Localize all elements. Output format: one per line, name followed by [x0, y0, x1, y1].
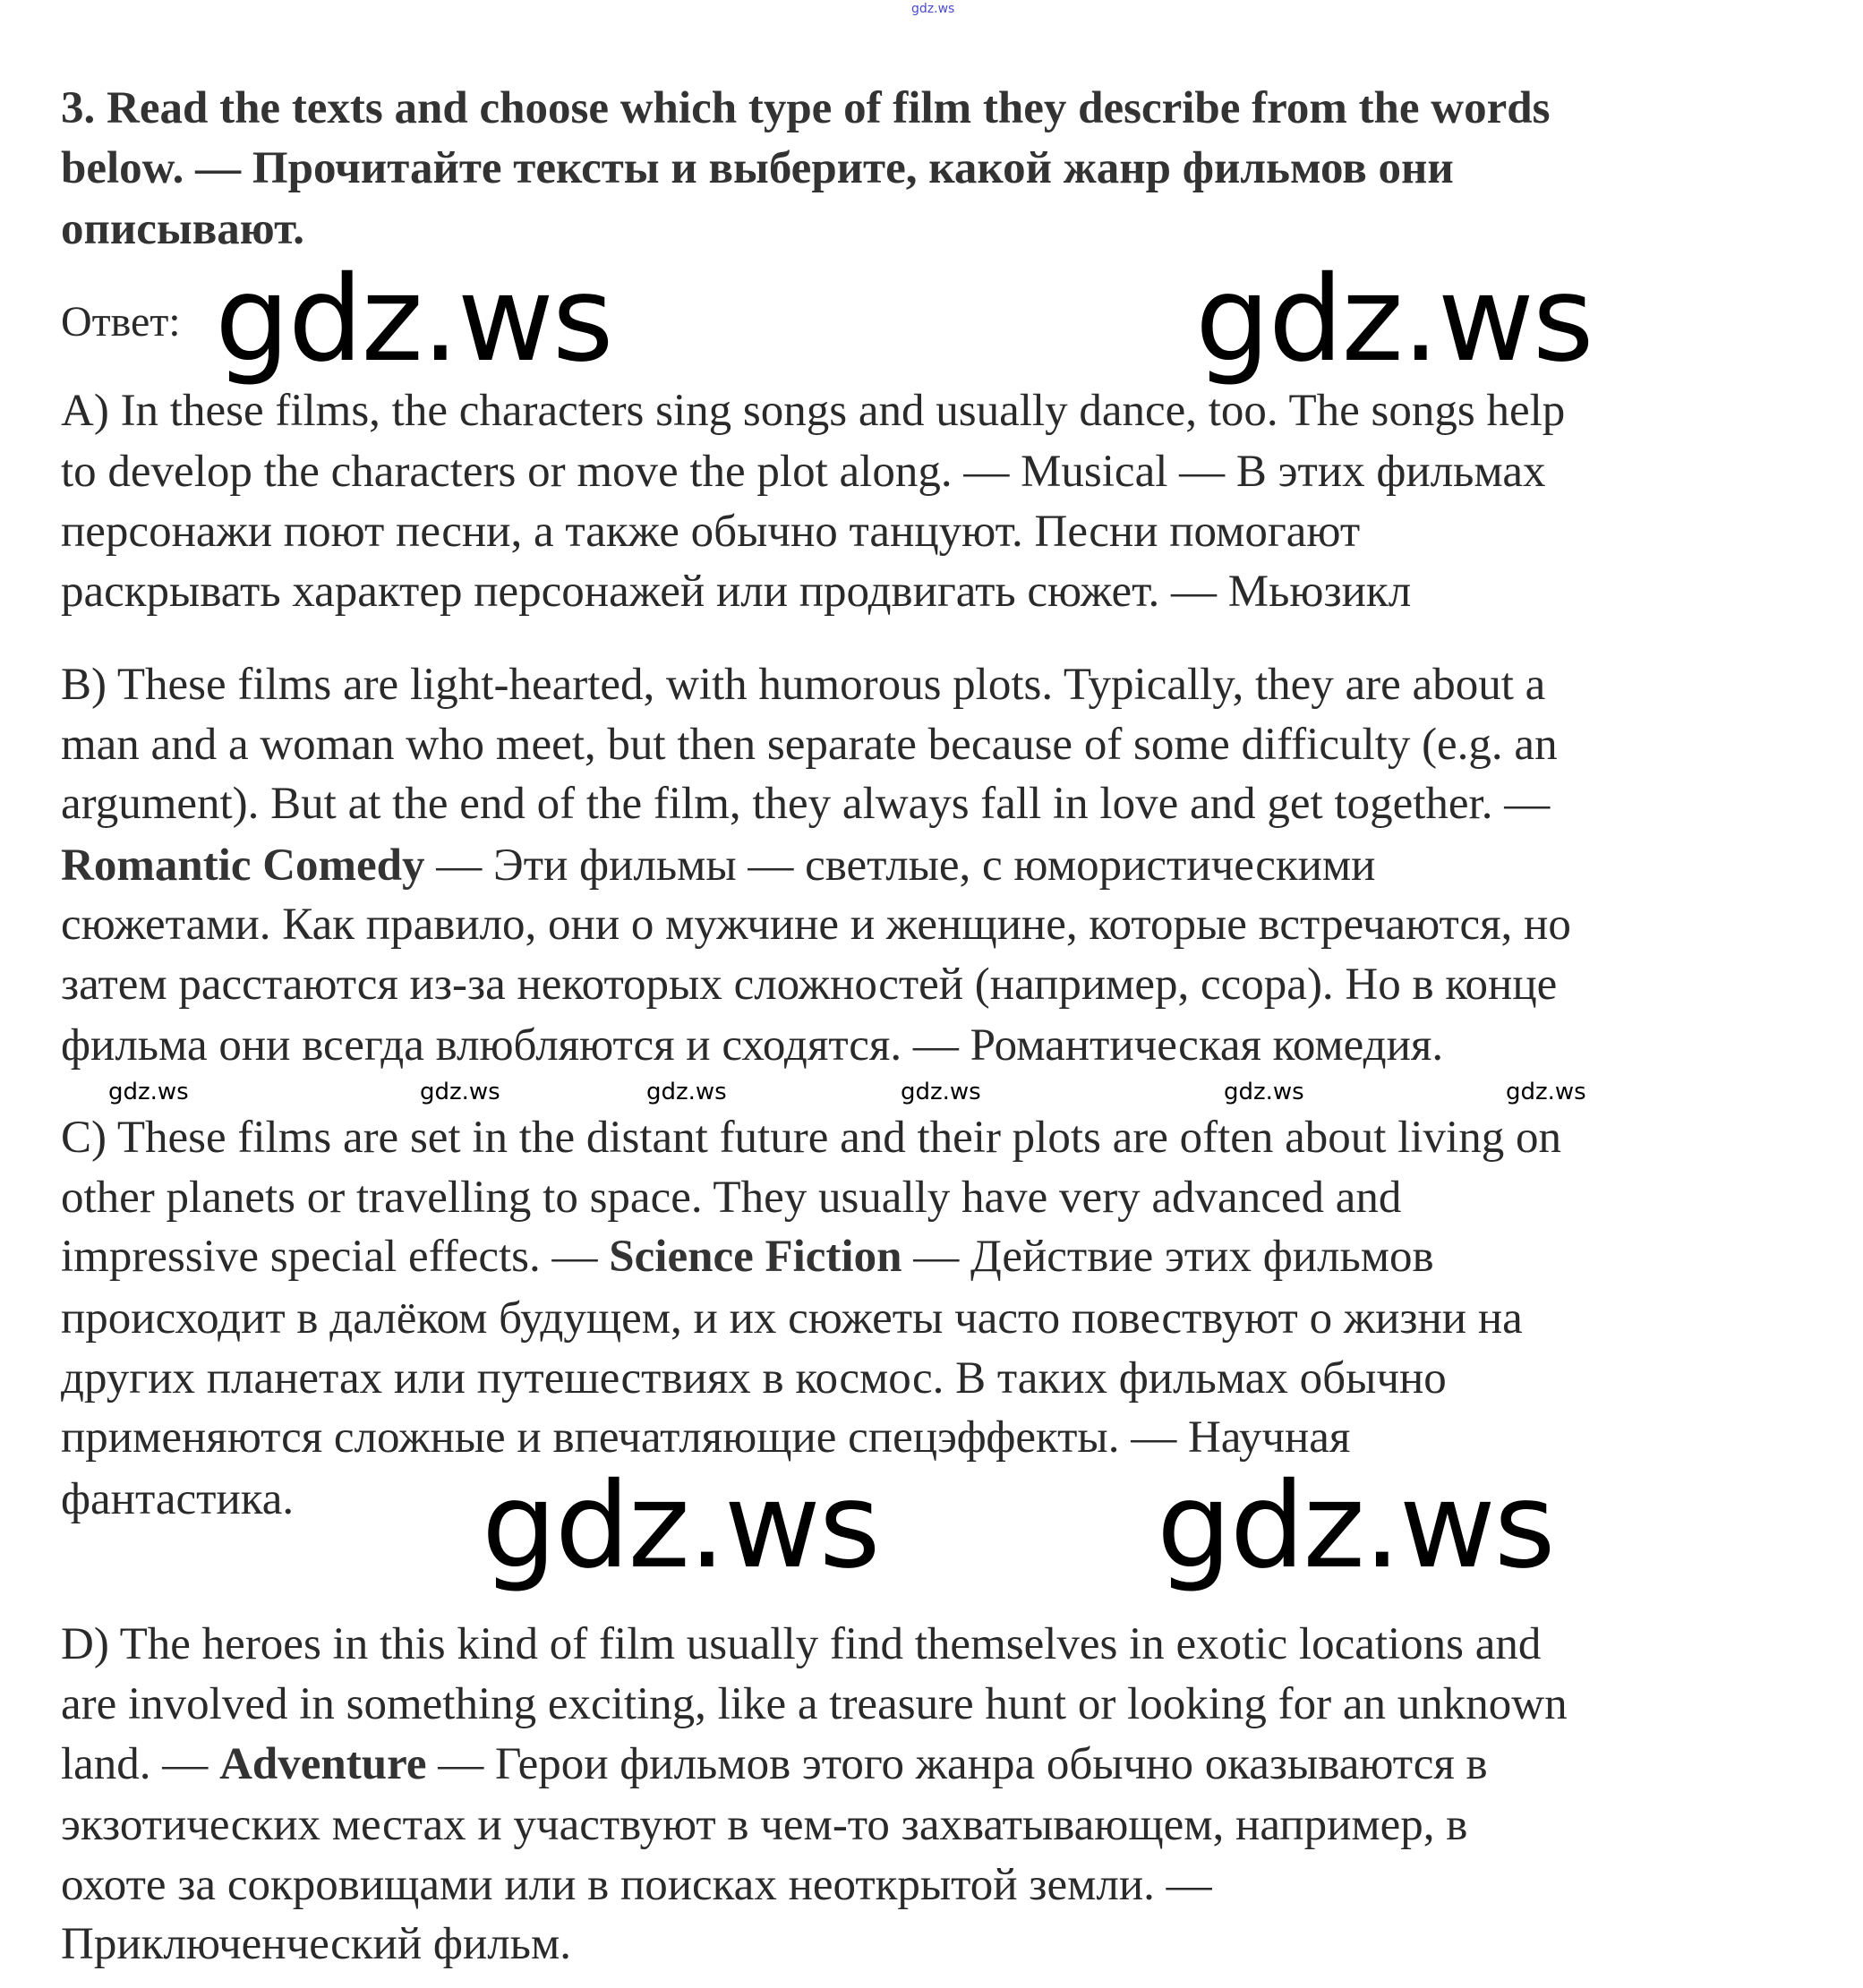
paragraph-a-line — [61, 384, 1565, 438]
watermark-top: gdz.ws — [911, 2, 955, 16]
line-text: argument). But at the end of the film, they always fall in love and get together. — — [61, 779, 1551, 829]
paragraph-a-line — [61, 565, 1411, 619]
paragraph-b-line — [61, 898, 1571, 951]
paragraph-b-line — [61, 839, 1375, 892]
heading-line: описывают. — [61, 204, 305, 254]
paragraph-a-line — [61, 445, 1545, 499]
line-text: охоте за сокровищами или в поисках неоткрытой земли. — — [61, 1860, 1212, 1910]
paragraph-c-line — [61, 1111, 1561, 1165]
line-text: персонажи поют песни, а также обычно танцуют. Песни помогают — [61, 507, 1361, 557]
paragraph-c-line — [61, 1472, 294, 1526]
watermark-small: gdz.ws — [1224, 1079, 1304, 1105]
watermark-small: gdz.ws — [420, 1079, 500, 1105]
film-genre-answer: Romantic Comedy — [61, 840, 425, 891]
paragraph-c-line — [61, 1292, 1523, 1345]
watermark-large: gdz.ws — [1195, 251, 1593, 388]
watermark-large: gdz.ws — [215, 251, 612, 388]
line-text: применяются сложные и впечатляющие спецэффекты. — Научная — [61, 1412, 1351, 1463]
paragraph-c-line — [61, 1411, 1350, 1464]
paragraph-b-line — [61, 958, 1557, 1011]
line-text: — Эти фильмы — светлые, с юмористическими — [424, 840, 1376, 891]
line-text: Приключенческий фильм. — [61, 1919, 571, 1969]
line-text: фильма они всегда влюбляются и сходятся. — Романтическая комедия. — [61, 1020, 1444, 1071]
paragraph-b-line — [61, 777, 1550, 831]
watermark-small: gdz.ws — [901, 1079, 981, 1105]
line-text: фантастика. — [61, 1474, 295, 1524]
paragraph-b-line — [61, 658, 1545, 712]
line-text: других планетах или путешествиях в космос. В таких фильмах обычно — [61, 1353, 1447, 1404]
paragraph-c-line — [61, 1352, 1447, 1405]
film-genre-answer: Science Fiction — [609, 1232, 902, 1282]
line-text: other planets or travelling to space. They usually have very advanced and — [61, 1173, 1402, 1223]
paragraph-d-line — [61, 1677, 1568, 1731]
watermark-large: gdz.ws — [482, 1457, 879, 1595]
line-text: A) In these films, the characters sing songs and usually dance, too. The songs help — [61, 386, 1566, 436]
paragraph-d-line — [61, 1798, 1467, 1852]
line-text: происходит в далёком будущем, и их сюжеты часто повествуют о жизни на — [61, 1293, 1523, 1344]
line-text: D) The heroes in this kind of film usually find themselves in exotic locations and — [61, 1619, 1542, 1669]
line-text: to develop the characters or move the plot along. — Musical — В этих фильмах — [61, 447, 1546, 497]
paragraph-a-line — [61, 505, 1360, 559]
paragraph-d-line — [61, 1858, 1212, 1912]
heading-line: below. — Прочитайте тексты и выберите, какой жанр фильмов они — [61, 143, 1454, 193]
line-text: are involved in something exciting, like a treasure hunt or looking for an unknown — [61, 1679, 1568, 1729]
paragraph-d-line — [61, 1917, 571, 1971]
watermark-small: gdz.ws — [108, 1079, 189, 1105]
heading-line: 3. Read the texts and choose which type of film they describe from the words — [61, 83, 1551, 133]
line-text: раскрывать характер персонажей или продвигать сюжет. — Мьюзикл — [61, 567, 1412, 617]
paragraph-d-line — [61, 1737, 1488, 1791]
line-text: затем расстаются из-за некоторых сложностей (например, ссора). Но в конце — [61, 960, 1558, 1010]
line-text: B) These films are light-hearted, with humorous plots. Typically, they are about a — [61, 660, 1546, 710]
line-text: man and a woman who meet, but then separate because of some difficulty (e.g. an — [61, 720, 1558, 770]
answer-label: Ответ: — [61, 298, 181, 346]
paragraph-c-line — [61, 1230, 1434, 1284]
line-text: сюжетами. Как правило, они о мужчине и женщине, которые встречаются, но — [61, 900, 1571, 950]
watermark-small: gdz.ws — [646, 1079, 727, 1105]
line-text: экзотических местах и участвуют в чем-то захватывающем, например, в — [61, 1800, 1468, 1850]
line-text: impressive special effects. — — [61, 1232, 610, 1282]
line-text: C) These films are set in the distant future and their plots are often about living on — [61, 1113, 1561, 1163]
line-text: land. — — [61, 1739, 220, 1789]
paragraph-b-line — [61, 718, 1558, 772]
paragraph-b-line — [61, 1019, 1443, 1072]
watermark-small: gdz.ws — [1506, 1079, 1586, 1105]
film-genre-answer: Adventure — [219, 1739, 427, 1789]
line-text: — Герои фильмов этого жанра обычно оказываются в — [426, 1739, 1488, 1789]
watermark-large: gdz.ws — [1157, 1457, 1554, 1595]
paragraph-c-line — [61, 1171, 1401, 1224]
paragraph-d-line — [61, 1617, 1541, 1671]
line-text: — Действие этих фильмов — [902, 1232, 1434, 1282]
